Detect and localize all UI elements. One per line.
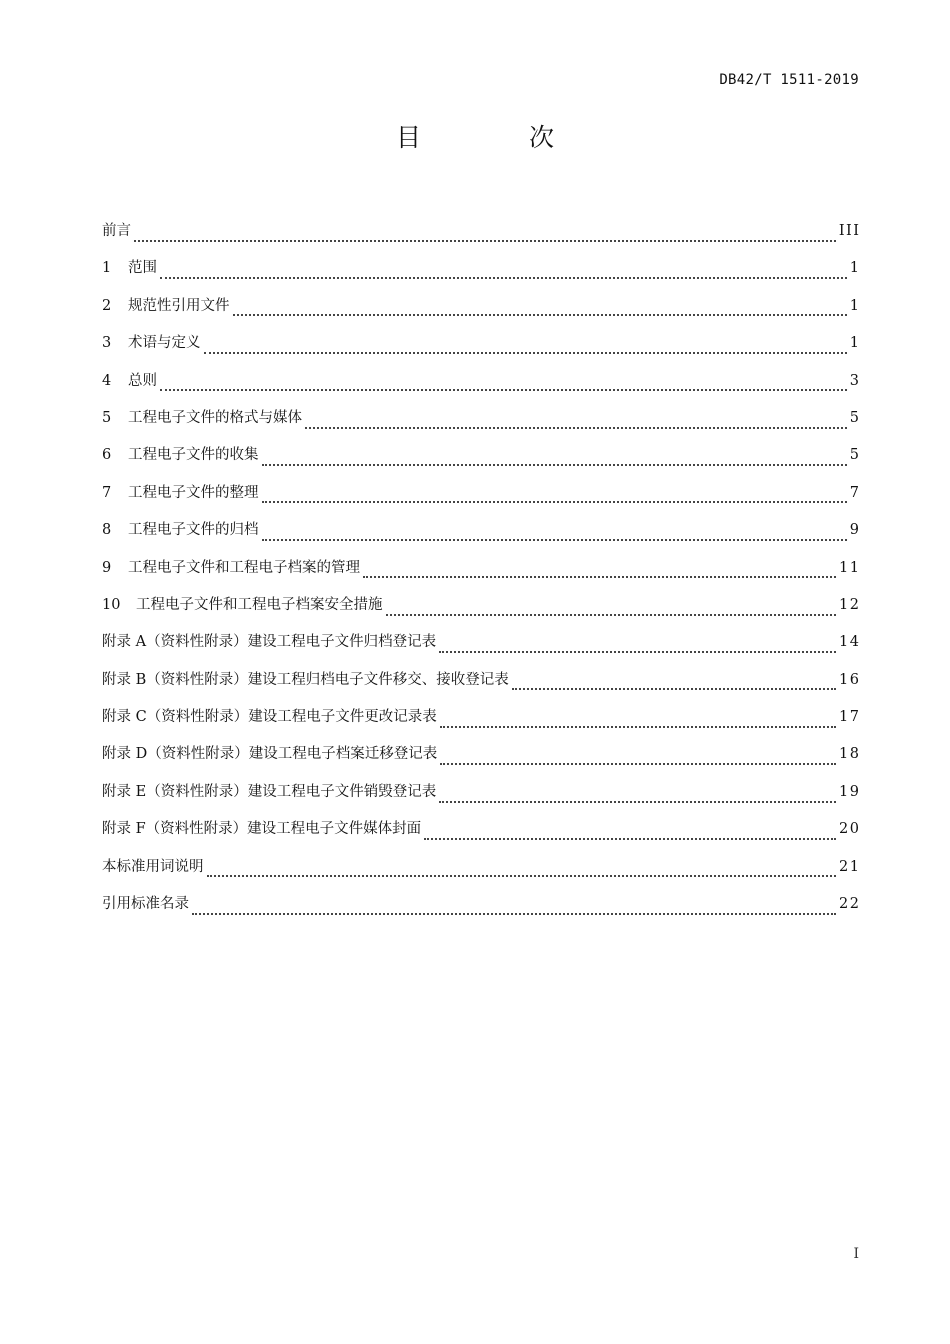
toc-entry-references[interactable]: [102, 890, 859, 927]
toc-entry-foreword[interactable]: [102, 217, 859, 254]
toc-entry-appendix-f[interactable]: [102, 815, 859, 852]
toc-leader-dots: [439, 651, 836, 653]
toc-entry-6[interactable]: [102, 441, 859, 478]
toc-entry-8[interactable]: [102, 516, 859, 553]
toc-entry-title: 附录 E（资料性附录）建设工程电子文件销毁登记表: [102, 783, 437, 800]
toc-entry-page: 7: [849, 484, 861, 501]
toc-entry-title: 附录 C（资料性附录）建设工程电子文件更改记录表: [102, 709, 437, 726]
toc-leader-dots: [440, 726, 836, 728]
toc-leader-dots: [134, 240, 836, 242]
toc-leader-dots: [160, 277, 847, 279]
toc-entry-4[interactable]: [102, 367, 859, 404]
toc-entry-title: 工程电子文件的格式与媒体: [128, 409, 302, 426]
toc-entry-page: 3: [849, 372, 861, 389]
toc-entry-title: 术语与定义: [128, 335, 201, 352]
toc-entry-number: 9: [102, 559, 112, 576]
toc-entry-appendix-d[interactable]: [102, 740, 859, 777]
toc-entry-page: 21: [839, 858, 861, 875]
toc-leader-dots: [207, 875, 837, 877]
toc-entry-page: 14: [839, 634, 861, 651]
toc-leader-dots: [262, 501, 847, 503]
toc-entry-10[interactable]: [102, 591, 859, 628]
toc-entry-number: 7: [102, 484, 112, 501]
toc-entry-3[interactable]: [102, 329, 859, 366]
toc-entry-title: 工程电子文件的归档: [128, 522, 259, 539]
toc-entry-terminology[interactable]: [102, 853, 859, 890]
toc-entry-number: 3: [102, 335, 112, 352]
toc-leader-dots: [439, 801, 836, 803]
page-title: 目 次: [396, 123, 604, 152]
toc-entry-9[interactable]: [102, 554, 859, 591]
toc-entry-appendix-c[interactable]: [102, 703, 859, 740]
toc-entry-2[interactable]: [102, 292, 859, 329]
toc-entry-title: 工程电子文件的整理: [128, 484, 259, 501]
toc-entry-page: III: [838, 223, 861, 239]
toc-entry-title: 附录 D（资料性附录）建设工程电子档案迁移登记表: [102, 746, 438, 763]
toc-entry-title: 工程电子文件和工程电子档案的管理: [128, 559, 360, 576]
table-of-contents: [102, 217, 859, 927]
toc-entry-7[interactable]: [102, 479, 859, 516]
toc-leader-dots: [424, 838, 836, 840]
document-code: DB42/T 1511-2019: [719, 72, 859, 88]
toc-entry-page: 17: [839, 709, 861, 726]
toc-entry-appendix-b[interactable]: [102, 666, 859, 703]
toc-leader-dots: [233, 314, 847, 316]
toc-entry-title: 规范性引用文件: [128, 297, 230, 314]
toc-entry-title: 总则: [128, 372, 157, 389]
toc-entry-page: 16: [839, 671, 861, 688]
toc-leader-dots: [305, 427, 847, 429]
toc-leader-dots: [204, 352, 847, 354]
toc-leader-dots: [262, 539, 847, 541]
toc-leader-dots: [512, 688, 836, 690]
toc-entry-number: 1: [102, 260, 112, 277]
toc-entry-number: 4: [102, 372, 112, 389]
toc-entry-1[interactable]: [102, 254, 859, 291]
toc-entry-page: 20: [839, 821, 861, 838]
toc-entry-title: 范围: [128, 260, 157, 277]
toc-entry-title: 附录 B（资料性附录）建设工程归档电子文件移交、接收登记表: [102, 671, 509, 688]
toc-entry-number: 6: [102, 447, 112, 464]
toc-entry-page: 11: [839, 559, 861, 576]
toc-leader-dots: [160, 389, 847, 391]
toc-entry-5[interactable]: [102, 404, 859, 441]
toc-entry-number: 5: [102, 409, 112, 426]
toc-entry-appendix-e[interactable]: [102, 778, 859, 815]
toc-entry-title: 本标准用词说明: [102, 858, 204, 875]
toc-entry-number: 2: [102, 297, 112, 314]
toc-leader-dots: [386, 614, 837, 616]
toc-entry-page: 5: [849, 447, 861, 464]
toc-entry-page: 12: [839, 596, 861, 613]
toc-leader-dots: [262, 464, 847, 466]
toc-entry-page: 18: [839, 746, 861, 763]
toc-entry-page: 5: [849, 409, 861, 426]
toc-entry-page: 1: [849, 297, 861, 314]
toc-entry-appendix-a[interactable]: [102, 628, 859, 665]
toc-entry-page: 19: [839, 783, 861, 800]
toc-entry-title: 引用标准名录: [102, 896, 189, 913]
toc-entry-page: 9: [849, 522, 861, 539]
toc-entry-title: 附录 F（资料性附录）建设工程电子文件媒体封面: [102, 821, 422, 838]
toc-entry-title: 附录 A（资料性附录）建设工程电子文件归档登记表: [102, 634, 437, 651]
toc-leader-dots: [440, 763, 836, 765]
page-number: I: [853, 1246, 859, 1262]
toc-entry-page: 1: [849, 260, 861, 277]
toc-entry-page: 1: [849, 335, 861, 352]
toc-entry-number: 8: [102, 522, 112, 539]
toc-entry-title: 工程电子文件的收集: [128, 447, 259, 464]
toc-leader-dots: [363, 576, 836, 578]
toc-entry-page: 22: [839, 896, 861, 913]
toc-entry-number: 10: [102, 596, 121, 613]
toc-entry-title: 工程电子文件和工程电子档案安全措施: [136, 596, 383, 613]
toc-leader-dots: [192, 913, 836, 915]
toc-entry-title: 前言: [102, 223, 131, 239]
